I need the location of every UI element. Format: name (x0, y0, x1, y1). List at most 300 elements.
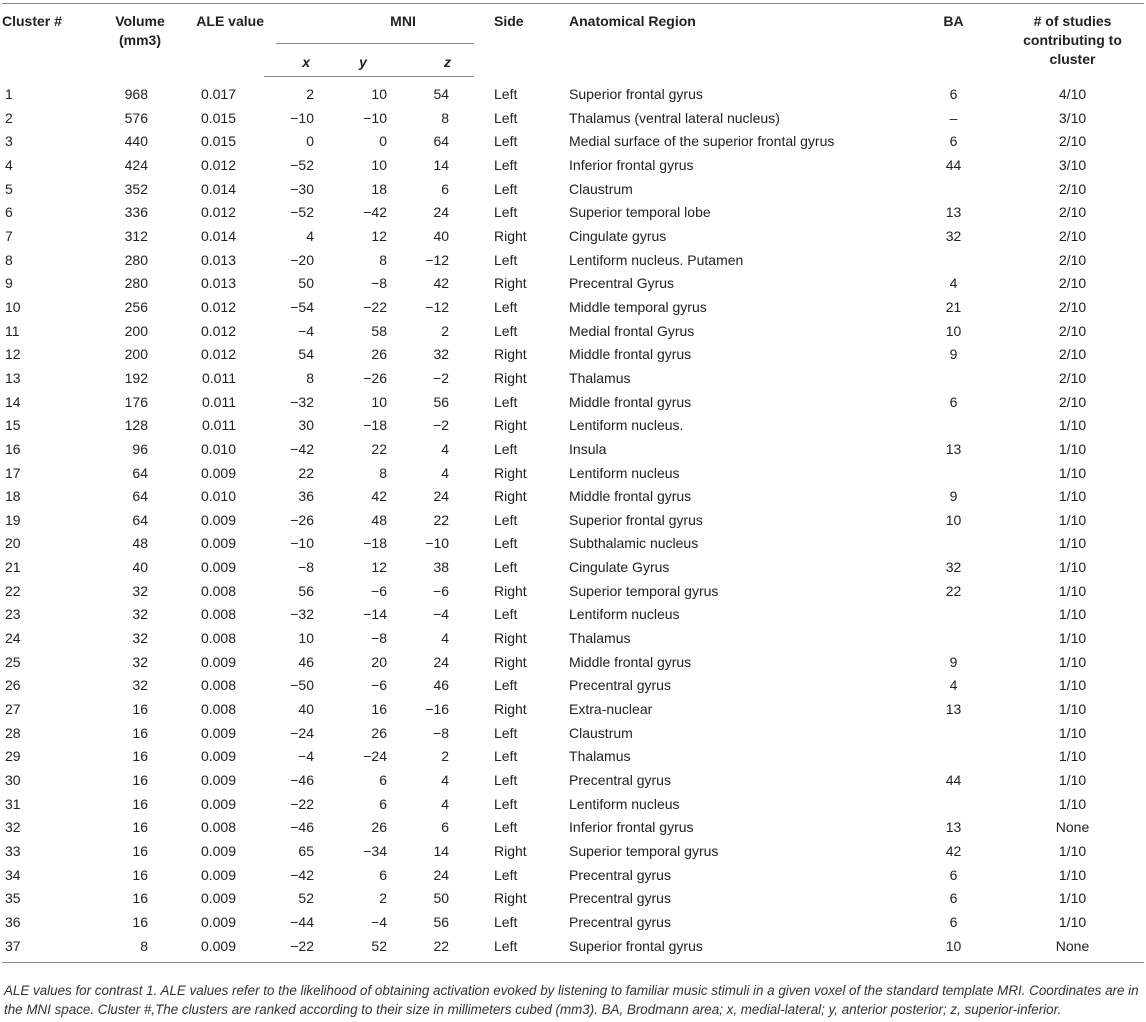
cell-z: 46 (433, 677, 450, 694)
cell-side: Left (494, 535, 518, 552)
cell-cluster: 36 (5, 913, 21, 930)
cell-studies: 1/10 (1058, 913, 1087, 930)
cell-side: Left (494, 866, 518, 883)
cell-z: 22 (391, 935, 474, 963)
cell-z: 32 (433, 346, 450, 363)
cell-x: −52 (290, 204, 314, 221)
cell-ale: 0.010 (200, 488, 236, 505)
cell-volume: 32 (132, 582, 148, 599)
cell-region: Middle frontal gyrus (569, 393, 692, 410)
cell-x: −44 (290, 913, 314, 930)
cell-region: Extra-nuclear (569, 701, 653, 718)
cell-ale: 0.008 (200, 677, 236, 694)
cell-y: 20 (371, 653, 387, 670)
cell-studies: 1/10 (1058, 866, 1087, 883)
cell-x: −42 (290, 440, 314, 457)
cell-ba (866, 414, 1001, 438)
cell-region: Insula (569, 440, 607, 457)
cell-volume: 16 (132, 819, 148, 836)
cell-volume: 16 (132, 843, 148, 859)
cell-studies: 2/10 (1058, 204, 1087, 221)
cell-z: −12 (425, 298, 450, 315)
cell-z: 4 (441, 440, 450, 457)
cell-side: Left (494, 298, 518, 315)
header-cluster: Cluster # (2, 4, 95, 77)
table-row (2, 911, 1144, 935)
cell-studies: 1/10 (1058, 582, 1087, 599)
cell-y: 0 (379, 133, 387, 150)
cell-region: Medial frontal Gyrus (569, 322, 695, 339)
cell-studies: 1/10 (1058, 772, 1087, 789)
cell-z: 56 (433, 393, 450, 410)
cell-volume: 16 (132, 890, 148, 907)
table-row (2, 201, 1144, 225)
cell-ale: 0.009 (200, 843, 236, 859)
cell-studies: 1/10 (1058, 606, 1087, 623)
cell-ale: 0.013 (200, 251, 236, 268)
cell-z: −4 (433, 606, 450, 623)
cell-cluster: 28 (5, 724, 21, 741)
cell-x: −20 (290, 251, 314, 268)
cell-volume: 968 (124, 85, 148, 102)
cell-side: Left (494, 795, 518, 812)
table-row (2, 107, 1144, 131)
cell-side: Left (494, 85, 518, 102)
table-row (2, 580, 1144, 604)
table-row (2, 603, 1144, 627)
cell-cluster: 17 (5, 464, 21, 481)
cell-x: 2 (306, 86, 314, 102)
cell-y: −8 (371, 275, 387, 292)
cell-y: 12 (371, 227, 387, 244)
cell-x: 36 (298, 488, 314, 505)
cell-y: −8 (371, 630, 387, 647)
cell-x: 65 (298, 843, 314, 859)
cell-volume: 200 (124, 322, 148, 339)
cell-z: 22 (433, 511, 450, 528)
cell-side: Left (494, 772, 518, 789)
cell-y: 8 (379, 251, 387, 268)
cell-z: 6 (441, 819, 450, 836)
cell-x: −32 (290, 393, 314, 410)
cell-ale: 0.011 (202, 417, 236, 434)
cell-cluster: 35 (5, 890, 21, 907)
cell-x: 56 (298, 582, 314, 599)
cell-z: 40 (433, 227, 450, 244)
cell-x: −22 (264, 935, 315, 963)
cell-x: −50 (290, 677, 314, 694)
header-z: z (391, 44, 474, 77)
cell-volume: 16 (132, 701, 148, 718)
cell-ba: 9 (949, 488, 958, 505)
cell-cluster: 3 (5, 133, 13, 150)
cell-ale: 0.009 (200, 464, 236, 481)
cell-x: 30 (298, 417, 314, 434)
cell-studies: 2/10 (1058, 322, 1087, 339)
cell-ale: 0.009 (200, 866, 236, 883)
table-row (2, 154, 1144, 178)
header-y: y (315, 44, 391, 77)
cell-y: 26 (371, 724, 387, 741)
cell-z: 42 (433, 275, 450, 292)
cell-z: −2 (433, 369, 450, 386)
cell-ba: 6 (949, 866, 958, 883)
cell-z: 8 (441, 109, 450, 126)
cell-studies: 2/10 (1058, 275, 1087, 292)
cell-studies: None (1055, 819, 1090, 836)
cell-ba (866, 722, 1001, 746)
cell-z: 38 (433, 559, 450, 576)
cell-volume: 192 (124, 369, 148, 386)
cell-z: 6 (441, 180, 450, 197)
cell-ale: 0.012 (200, 204, 236, 221)
cell-z: −6 (433, 582, 450, 599)
cell-side: Right (494, 582, 527, 599)
cell-y: −42 (363, 204, 387, 221)
header-studies: # of studies contributing to cluster (1001, 4, 1144, 77)
table-row (2, 272, 1144, 296)
cell-z: 24 (433, 653, 450, 670)
cell-volume: 176 (124, 393, 148, 410)
cell-ba: 6 (949, 913, 958, 930)
table-row (2, 438, 1144, 462)
table-row (2, 462, 1144, 486)
cell-z: 2 (441, 322, 450, 339)
cell-cluster: 11 (5, 322, 20, 339)
cell-side: Left (494, 724, 518, 741)
cell-ba: 4 (949, 275, 958, 292)
cell-ba: 44 (945, 772, 962, 789)
cell-ba: 13 (945, 701, 962, 718)
cell-cluster: 14 (5, 393, 21, 410)
table-row (2, 935, 1144, 963)
cell-side: Right (494, 653, 527, 670)
header-ba: BA (866, 4, 1001, 77)
cell-side: Right (494, 701, 527, 718)
cell-region: Inferior frontal gyrus (569, 819, 694, 836)
cell-x: −24 (290, 724, 314, 741)
cell-side: Left (494, 559, 518, 576)
table-row (2, 816, 1144, 840)
cell-studies: 2/10 (1058, 227, 1087, 244)
cell-ba: 13 (945, 440, 962, 457)
cell-y: −18 (363, 535, 387, 552)
cell-volume: 40 (132, 559, 148, 576)
cell-x: −22 (290, 795, 314, 812)
header-region: Anatomical Region (569, 4, 866, 77)
cell-y: −10 (363, 109, 387, 126)
cell-cluster: 25 (5, 653, 21, 670)
cell-z: 14 (433, 843, 450, 859)
cell-volume: 256 (124, 298, 148, 315)
cell-cluster: 1 (5, 85, 13, 102)
cell-studies: 4/10 (1058, 85, 1087, 102)
cell-region: Superior frontal gyrus (569, 511, 703, 528)
cell-ale: 0.009 (200, 653, 236, 670)
cell-ba (866, 745, 1001, 769)
table-row (2, 840, 1144, 864)
cell-ale: 0.011 (202, 393, 236, 410)
cell-volume: 336 (124, 204, 148, 221)
cell-region: Lentiform nucleus. (569, 417, 684, 434)
cell-region: Superior frontal gyrus (569, 935, 866, 963)
cell-volume: 96 (132, 440, 148, 457)
cell-y: −26 (363, 369, 387, 386)
cell-ba (866, 532, 1001, 556)
cell-ba: 44 (945, 156, 962, 173)
cell-studies: 1/10 (1058, 653, 1087, 670)
cell-ba: 13 (945, 204, 962, 221)
cell-x: −52 (290, 156, 314, 173)
cell-ba: 32 (945, 559, 962, 576)
cell-cluster: 34 (5, 866, 21, 883)
cell-side: Right (494, 890, 527, 907)
cell-region: Precentral gyrus (569, 677, 671, 694)
cell-x: −54 (290, 298, 314, 315)
cell-cluster: 31 (5, 795, 21, 812)
cell-ale: 0.012 (200, 156, 236, 173)
cell-studies: 2/10 (1058, 393, 1087, 410)
cell-volume: 64 (132, 464, 148, 481)
cell-cluster: 8 (5, 251, 13, 268)
cell-ale: 0.008 (200, 819, 236, 836)
cell-volume: 440 (124, 133, 148, 150)
cell-studies: 2/10 (1058, 369, 1087, 386)
cell-cluster: 21 (5, 559, 21, 576)
cell-region: Middle frontal gyrus (569, 653, 692, 670)
cell-y: −4 (371, 913, 387, 930)
cell-volume: 312 (124, 227, 148, 244)
cell-ba: 10 (945, 322, 962, 339)
cell-side: Right (494, 464, 527, 481)
cell-cluster: 29 (5, 748, 21, 765)
cell-volume: 200 (124, 346, 148, 363)
cell-studies: 1/10 (1058, 440, 1087, 457)
cell-ba (866, 603, 1001, 627)
table-row (2, 745, 1144, 769)
table-row (2, 130, 1144, 154)
cell-cluster: 16 (5, 440, 21, 457)
cell-studies: 2/10 (1058, 180, 1087, 197)
cell-volume: 576 (124, 109, 148, 126)
cell-volume: 16 (132, 866, 148, 883)
cell-side: Left (494, 393, 518, 410)
cell-y: 6 (379, 866, 387, 883)
cell-side: Right (494, 488, 527, 505)
cell-x: −42 (290, 866, 314, 883)
cell-y: −22 (363, 298, 387, 315)
cell-z: 4 (441, 772, 450, 789)
cell-y: −14 (363, 606, 387, 623)
cell-cluster: 27 (5, 701, 21, 718)
cell-cluster: 19 (5, 511, 21, 528)
cell-ba: 6 (949, 393, 958, 410)
cell-region: Precentral gyrus (569, 890, 671, 907)
header-side: Side (474, 4, 569, 77)
table-row (2, 532, 1144, 556)
cell-x: 52 (298, 890, 314, 907)
cell-side: Left (494, 511, 518, 528)
cell-studies: 1/10 (1058, 701, 1087, 718)
cell-region: Superior temporal lobe (569, 204, 711, 221)
cell-side: Left (494, 440, 518, 457)
cell-studies: 3/10 (1058, 156, 1087, 173)
cell-ale: 0.009 (200, 535, 236, 552)
cell-side: Right (494, 346, 527, 363)
cell-ba (866, 178, 1001, 202)
cell-z: 4 (441, 795, 450, 812)
cell-ale: 0.009 (200, 772, 236, 789)
cell-ale: 0.012 (200, 322, 236, 339)
cell-region: Precentral Gyrus (569, 275, 675, 292)
cell-y: −6 (371, 582, 387, 599)
cell-y: 58 (371, 322, 387, 339)
cell-ale: 0.014 (200, 180, 236, 197)
cell-region: Superior temporal gyrus (569, 843, 719, 859)
cell-ba: 10 (866, 935, 1001, 963)
cell-volume: 64 (132, 511, 148, 528)
cell-side: Left (494, 677, 518, 694)
cell-z: 56 (433, 913, 450, 930)
cell-side: Left (494, 322, 518, 339)
cell-studies: 1/10 (1058, 795, 1087, 812)
header-x: x (264, 44, 315, 77)
table-row (2, 651, 1144, 675)
cell-cluster: 26 (5, 677, 21, 694)
cell-z: −12 (425, 251, 450, 268)
cell-y: 10 (371, 393, 387, 410)
cell-z: 50 (433, 890, 450, 907)
cell-studies: 1/10 (1058, 890, 1087, 907)
cell-studies: 1/10 (1058, 488, 1087, 505)
table-row (2, 485, 1144, 509)
cell-x: −30 (290, 180, 314, 197)
cell-ba (866, 793, 1001, 817)
cell-x: 10 (298, 630, 314, 647)
table-row (2, 627, 1144, 651)
cell-y: 52 (315, 935, 391, 963)
cell-y: 10 (371, 86, 387, 102)
cell-ale: 0.013 (200, 275, 236, 292)
cell-region: Lentiform nucleus (569, 795, 680, 812)
cell-x: 0 (306, 133, 314, 150)
table-row (2, 178, 1144, 202)
cell-volume: 280 (124, 275, 148, 292)
cell-ale: 0.008 (200, 582, 236, 599)
cell-volume: 16 (132, 724, 148, 741)
cell-cluster: 37 (2, 935, 95, 963)
cell-ale: 0.009 (170, 935, 264, 963)
cell-volume: 32 (132, 630, 148, 647)
cell-volume: 16 (132, 795, 148, 812)
cell-region: Precentral gyrus (569, 913, 671, 930)
cell-studies: 1/10 (1058, 843, 1087, 859)
cell-studies: 2/10 (1058, 346, 1087, 363)
cell-z: 4 (441, 630, 450, 647)
cell-side: Left (494, 819, 518, 836)
cell-studies: 1/10 (1058, 559, 1087, 576)
cell-cluster: 18 (5, 488, 21, 505)
cell-ale: 0.008 (200, 630, 236, 647)
cell-ba: 9 (949, 346, 958, 363)
cell-region: Middle temporal gyrus (569, 298, 707, 315)
table-row (2, 887, 1144, 911)
cell-z: 24 (433, 488, 450, 505)
cell-ba: 42 (945, 843, 962, 859)
cell-volume: 48 (132, 535, 148, 552)
cell-region: Thalamus (ventral lateral nucleus) (569, 109, 780, 126)
cell-y: −18 (363, 417, 387, 434)
cell-ba: 13 (945, 819, 962, 836)
cell-volume: 16 (132, 913, 148, 930)
cell-cluster: 32 (5, 819, 21, 836)
cell-ba: 22 (945, 582, 962, 599)
cell-z: 4 (441, 464, 450, 481)
cell-ba: 6 (949, 85, 958, 102)
cell-cluster: 6 (5, 204, 13, 221)
cell-ale: 0.015 (200, 109, 236, 126)
cell-y: 22 (371, 440, 387, 457)
cell-x: 22 (298, 464, 314, 481)
cell-z: 64 (433, 133, 450, 150)
cell-region: Lentiform nucleus. Putamen (569, 251, 744, 268)
table-row (2, 249, 1144, 273)
cell-x: −10 (290, 535, 314, 552)
cell-volume: 128 (124, 417, 148, 434)
cell-ale: 0.010 (200, 440, 236, 457)
cell-y: −6 (371, 677, 387, 694)
table-row (2, 343, 1144, 367)
cell-cluster: 10 (5, 298, 21, 315)
cell-y: −24 (363, 748, 387, 765)
cell-studies: 1/10 (1058, 535, 1087, 552)
cell-region: Superior temporal gyrus (569, 582, 719, 599)
cell-y: 42 (371, 488, 387, 505)
cell-y: 18 (371, 180, 387, 197)
cell-ale: 0.011 (202, 369, 236, 386)
cell-ale: 0.009 (200, 748, 236, 765)
cell-ale: 0.017 (200, 85, 236, 102)
cell-studies: 1/10 (1058, 724, 1087, 741)
cell-cluster: 33 (5, 843, 21, 859)
cell-cluster: 13 (5, 369, 21, 386)
cell-side: Left (494, 109, 518, 126)
cell-cluster: 12 (5, 346, 21, 363)
cell-y: 48 (371, 511, 387, 528)
cell-ba: 9 (949, 653, 958, 670)
cell-y: 26 (371, 346, 387, 363)
cell-studies: 1/10 (1058, 511, 1087, 528)
cell-region: Inferior frontal gyrus (569, 156, 694, 173)
cell-cluster: 15 (5, 417, 21, 434)
table-row (2, 793, 1144, 817)
cell-region: Thalamus (569, 369, 631, 386)
cell-volume: 32 (132, 606, 148, 623)
cell-ba: 10 (945, 511, 962, 528)
cell-ale: 0.008 (200, 701, 236, 718)
cell-side: Right (494, 227, 527, 244)
cell-studies: 3/10 (1058, 109, 1087, 126)
cell-volume: 16 (132, 748, 148, 765)
cell-region: Middle frontal gyrus (569, 346, 692, 363)
cell-ale: 0.014 (200, 227, 236, 244)
cell-x: −10 (290, 109, 314, 126)
cell-ale: 0.015 (200, 133, 236, 150)
header-volume: Volume (mm3) (95, 4, 170, 77)
cell-y: 2 (379, 890, 387, 907)
table-row (2, 769, 1144, 793)
table-row (2, 320, 1144, 344)
